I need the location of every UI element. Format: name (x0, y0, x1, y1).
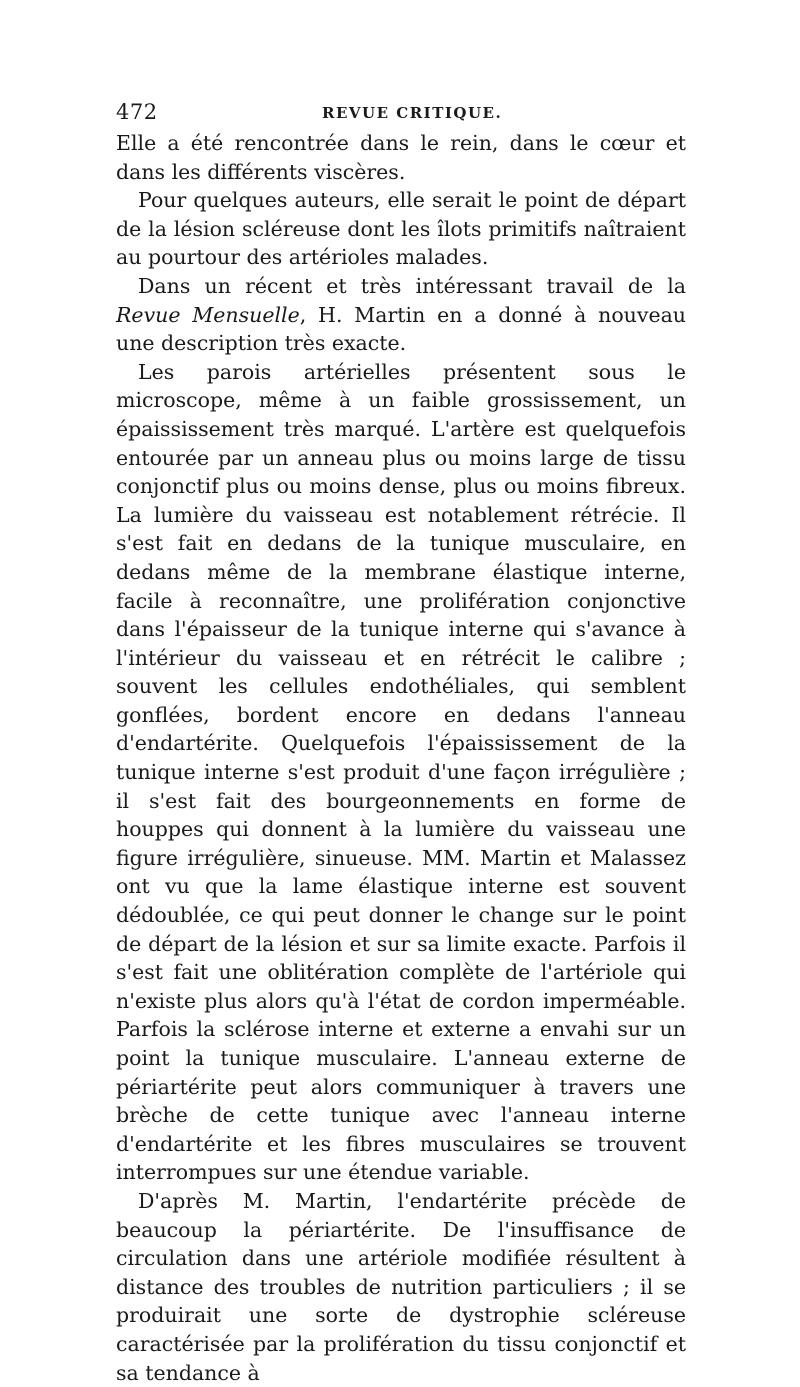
page-number: 472 (116, 100, 158, 124)
paragraph-4: Les parois artérielles présentent sous le microscope, même à un faible grossissement, un épaississement très marqué. L'artère est quelquefois entourée par un anneau plus ou moins large de tissu conjonctif plus ou moins dense, plus ou moins fibreux. La lumière du vaisseau est notablement rétrécie. Il s'est fait en dedans de la tunique musculaire, en dedans même de la membrane élastique interne, facile à reconnaître, une prolifération conjonctive dans l'épaisseur de la tunique interne qui s'avance à l'intérieur du vaisseau et en rétrécit le calibre ; souvent les cellules endothéliales, qui semblent gonflées, bordent encore en dedans l'anneau d'endartérite. Quelquefois l'épaississement de la tunique interne s'est produit d'une façon irrégulière ; il s'est fait des bourgeonnements en forme de houppes qui donnent à la lumière du vaisseau une figure irrégulière, sinueuse. MM. Martin et Malassez ont vu que la lame élastique interne est souvent dédoublée, ce qui peut donner le change sur le point de départ de la lésion et sur sa limite exacte. Parfois il s'est fait une oblitération complète de l'artériole qui n'existe plus alors qu'à l'état de cordon imperméable. Parfois la sclérose interne et externe a envahi sur un point la tunique musculaire. L'anneau externe de périartérite peut alors communiquer à travers une brèche de cette tunique avec l'anneau interne d'endartérite et les fibres musculaires se trouvent interrompues sur une étendue variable. (116, 359, 686, 1185)
paragraph-3 (116, 272, 686, 358)
paragraph-3-rest: , H. Martin en a donné à nouveau une description très exacte. (116, 302, 686, 356)
journal-title: Revue Mensuelle (116, 302, 300, 327)
paragraph-1: Elle a été rencontrée dans le rein, dans le cœur et dans les différents viscères. (116, 131, 686, 184)
paragraph-5: D'après M. Martin, l'endartérite précède de beaucoup la périartérite. De l'insuffisance de circulation dans une artériole modifiée résultent à distance des troubles de nutrition particuliers ; il se produirait une sorte de dystrophie scléreuse caractérisée par la prolifération du tissu conjonctif et sa tendance à (116, 1188, 686, 1385)
paragraph-3-lead: Dans un récent et très intéressant travail de la (138, 273, 686, 298)
running-head (116, 100, 686, 126)
body-text (116, 129, 686, 1387)
paragraph-2: Pour quelques auteurs, elle serait le point de départ de la lésion scléreuse dont les îlots primitifs naîtraient au pourtour des artérioles malades. (116, 188, 686, 270)
running-title: REVUE CRITIQUE. (322, 104, 503, 122)
